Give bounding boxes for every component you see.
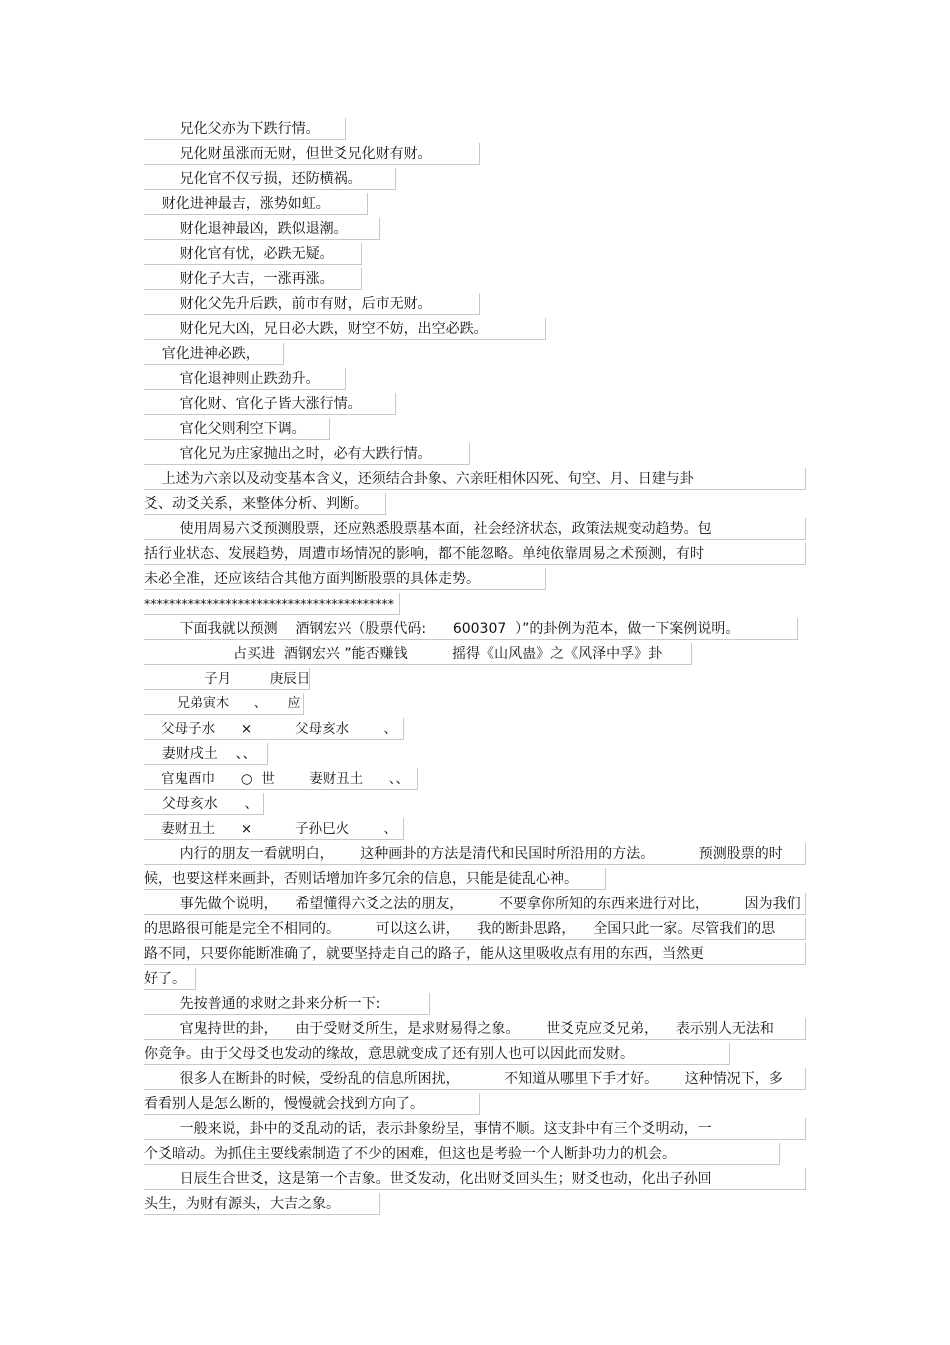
text-line: 上述为六亲以及动变基本含义，还须结合卦象、六亲旺相休囚死、旬空、月、日建与卦 bbox=[144, 468, 806, 490]
text-line: 事先做个说明， 希望懂得六爻之法的朋友， 不要拿你所知的东西来进行对比， 因为我们 bbox=[144, 893, 806, 915]
text-line: 财化兄大凶，兄日必大跌，财空不妨，出空必跌。 bbox=[144, 318, 546, 340]
hexagram-line: 官鬼酉巾 ○ 世 妻财丑土 、、 bbox=[144, 768, 418, 790]
text-line: 爻、动爻关系，来整体分析、判断。 bbox=[144, 493, 386, 515]
text-line: 官鬼持世的卦， 由于受财爻所生，是求财易得之象。 世爻克应爻兄弟， 表示别人无法和 bbox=[144, 1018, 806, 1040]
text-line: 财化子大吉，一涨再涨。 bbox=[144, 268, 362, 290]
text-line: 使用周易六爻预测股票，还应熟悉股票基本面，社会经济状态，政策法规变动趋势。包 bbox=[144, 518, 806, 540]
text-line: 个爻暗动。为抓住主要线索制造了不少的困难，但这也是考验一个人断卦功力的机会。 bbox=[144, 1143, 780, 1165]
text-line: 财化父先升后跌，前市有财，后市无财。 bbox=[144, 293, 480, 315]
text-line: 一般来说，卦中的爻乱动的话，表示卦象纷呈，事情不顺。这支卦中有三个爻明动，一 bbox=[144, 1118, 806, 1140]
hexagram-line: 妻财戌土 、、 bbox=[144, 743, 268, 765]
text-line: 看看别人是怎么断的，慢慢就会找到方向了。 bbox=[144, 1093, 480, 1115]
text-line: 官化退神则止跌劲升。 bbox=[144, 368, 346, 390]
text-line: 头生，为财有源头，大吉之象。 bbox=[144, 1193, 380, 1215]
text-line: 下面我就以预测 酒钢宏兴（股票代码: 600307 ）”的卦例为范本，做一下案例说明。 bbox=[144, 618, 798, 640]
text-line: 财化进神最吉，涨势如虹。 bbox=[144, 193, 368, 215]
text-line: 路不同，只要你能断准确了，就要坚持走自己的路子，能从这里吸收点有用的东西，当然更 bbox=[144, 943, 806, 965]
hexagram-title: 占买进 酒钢宏兴 ”能否赚钱 摇得《山风蛊》之《风泽中孚》卦 bbox=[144, 643, 692, 665]
text-line: 的思路很可能是完全不相同的。 可以这么讲， 我的断卦思路， 全国只此一家。尽管我们的思 bbox=[144, 918, 806, 940]
text-line: 财化官有忧，必跌无疑。 bbox=[144, 243, 362, 265]
text-line: 未必全准，还应该结合其他方面判断股票的具体走势。 bbox=[144, 568, 546, 590]
hexagram-line: 兄弟寅木 、 应 bbox=[144, 693, 304, 715]
text-line: 候，也要这样来画卦，否则话增加许多冗余的信息，只能是徒乱心神。 bbox=[144, 868, 606, 890]
text-line: 财化退神最凶，跌似退潮。 bbox=[144, 218, 380, 240]
text-line: 你竞争。由于父母爻也发动的缘故，意思就变成了还有别人也可以因此而发财。 bbox=[144, 1043, 730, 1065]
separator-line: **************************************** bbox=[144, 593, 400, 615]
text-line: 官化财、官化子皆大涨行情。 bbox=[144, 393, 396, 415]
text-line: 内行的朋友一看就明白， 这种画卦的方法是清代和民国时所沿用的方法。 预测股票的时 bbox=[144, 843, 806, 865]
hexagram-line: 妻财丑土 × 子孙巳火 、 bbox=[144, 818, 404, 840]
text-line: 官化父则利空下调。 bbox=[144, 418, 330, 440]
text-line: 兄化父亦为下跌行情。 bbox=[144, 118, 346, 140]
hexagram-line: 父母亥水 、 bbox=[144, 793, 264, 815]
text-line: 兄化官不仅亏损，还防横祸。 bbox=[144, 168, 396, 190]
text-line: 官化兄为庄家抛出之时，必有大跌行情。 bbox=[144, 443, 470, 465]
hexagram-date: 子月 庚辰日 bbox=[144, 668, 310, 690]
hexagram-line: 父母子水 × 父母亥水 、 bbox=[144, 718, 404, 740]
text-line: 兄化财虽涨而无财，但世爻兄化财有财。 bbox=[144, 143, 480, 165]
text-line: 很多人在断卦的时候，受纷乱的信息所困扰， 不知道从哪里下手才好。 这种情况下，多 bbox=[144, 1068, 806, 1090]
text-line: 先按普通的求财之卦来分析一下: bbox=[144, 993, 430, 1015]
text-line: 好了。 bbox=[144, 968, 196, 990]
text-line: 日辰生合世爻，这是第一个吉象。世爻发动，化出财爻回头生；财爻也动，化出子孙回 bbox=[144, 1168, 806, 1190]
text-line: 官化进神必跌， bbox=[144, 343, 284, 365]
text-line: 括行业状态、发展趋势，周遭市场情况的影响，都不能忽略。单纯依靠周易之术预测，有时 bbox=[144, 543, 806, 565]
